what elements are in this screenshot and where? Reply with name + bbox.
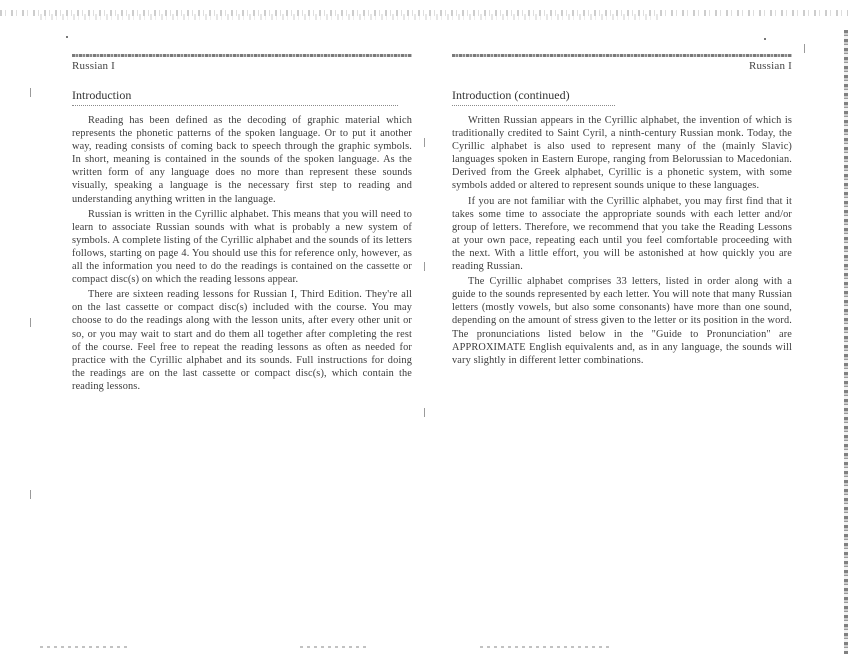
scan-noise-bottom: [480, 646, 610, 648]
scan-noise-bottom: [40, 646, 130, 648]
paragraph: The Cyrillic alphabet comprises 33 letters, listed in order along with a guide to the sounds represented by each letter. You will note that many Russian letters (mostly vowels, but also some consonants) have more than one sound, depending on the amount of stress given to the letter or its position in the word. The pronunciations listed below in the "Guide to Pronunciation" are APPROXIMATE English equivalents and, as in any language, the sounds will vary slightly in different letter combinations.: [452, 276, 792, 366]
right-page: [452, 40, 792, 367]
header-rule: [452, 54, 792, 57]
scan-speck: [66, 36, 68, 38]
paragraph: There are sixteen reading lessons for Russian I, Third Edition. They're all on the last cassette or compact disc(s) included with the course. You may choose to do the readings along with the lesson units, after every other unit or so, or you may wait to start and do them all together after completing the rest of the course. Feel free to repeat the reading lessons as often as needed for practice with the Cyrillic alphabet and its sounds. Full instructions for doing the readings are on the last cassette or compact disc(s), which contain the reading lessons.: [72, 289, 412, 392]
gutter-mark: [30, 88, 31, 97]
section-title: Introduction: [72, 88, 398, 106]
page-edge-right: [844, 30, 848, 654]
gutter-mark: [424, 138, 425, 147]
gutter-mark: [804, 44, 805, 53]
scan-noise-bottom: [300, 646, 370, 648]
header-rule: [72, 54, 412, 57]
running-head: Russian I: [748, 60, 792, 72]
paragraph: If you are not familiar with the Cyrillic alphabet, you may first find that it takes some time to associate the appropriate sounds with each letter and/or group of letters. Therefore, we recommend that you take the Reading Lessons at your own pace, repeating each until you feel comfortable proceeding with the next. With a little effort, you will be astonished at how quickly you are reading Russian.: [452, 195, 792, 273]
gutter-mark: [30, 490, 31, 499]
left-page: [72, 40, 412, 393]
scan-noise-top-secondary: [40, 14, 660, 20]
paragraph: Russian is written in the Cyrillic alphabet. This means that you will need to learn to associate Russian sounds with what is probably a new system of symbols. A complete listing of the Cyrillic alphabet and the sounds of its letters follows, starting on page 4. You should use this for reference only, however, as all the information you need to do the readings is contained on the cassette or compact disc(s) on which the reading lessons appear.: [72, 208, 412, 286]
section-title: Introduction (continued): [452, 88, 615, 106]
paragraph: Reading has been defined as the decoding of graphic material which represents the phonetic patterns of the spoken language. Or to put it another way, reading consists of coming back to speech through the graphic symbols. In short, meaning is contained in the sounds of the spoken language. As the written form of any language does no more than represent these sounds visually, speaking a language is the necessary first step to reading and understanding anything written in the language.: [72, 115, 412, 205]
gutter-mark: [30, 318, 31, 327]
gutter-mark: [424, 262, 425, 271]
running-head: Russian I: [72, 60, 116, 72]
paragraph: Written Russian appears in the Cyrillic alphabet, the invention of which is traditionally credited to Saint Cyril, a ninth-century Russian monk. Today, the Cyrillic alphabet is also used to represent many of the (mainly Slavic) languages spoken in Eastern Europe, ranging from Belorussian to Macedonian. Derived from the Greek alphabet, Cyrillic is a phonetic system, with some symbols added or altered to represent sounds unique to these languages.: [452, 115, 792, 192]
gutter-mark: [424, 408, 425, 417]
